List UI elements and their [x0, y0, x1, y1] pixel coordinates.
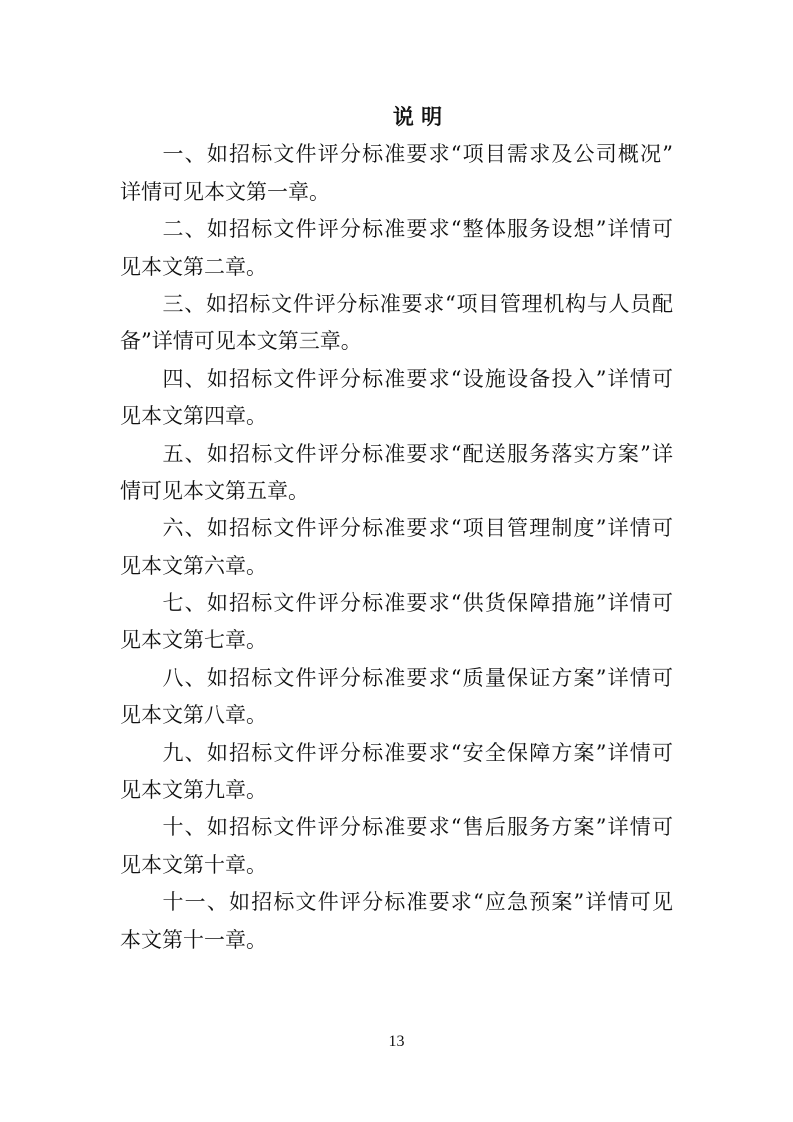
paragraph-line: 十一、如招标文件评分标准要求“应急预案”详情可见	[162, 890, 673, 915]
paragraph-line: 四、如招标文件评分标准要求“设施设备投入”详情可	[162, 366, 673, 391]
paragraph-5	[120, 436, 673, 511]
paragraph-line: 见本文第八章。	[120, 703, 267, 728]
paragraph-line: 六、如招标文件评分标准要求“项目管理制度”详情可	[162, 516, 673, 541]
paragraph-line: 见本文第九章。	[120, 778, 267, 803]
paragraph-line: 见本文第七章。	[120, 628, 267, 653]
paragraph-line: 见本文第六章。	[120, 553, 267, 578]
paragraph-6	[120, 510, 673, 585]
paragraph-8	[120, 660, 673, 735]
paragraph-line: 八、如招标文件评分标准要求“质量保证方案”详情可	[162, 665, 673, 690]
paragraph-3	[120, 286, 673, 361]
paragraph-line: 备”详情可见本文第三章。	[120, 329, 362, 354]
paragraph-line: 本文第十一章。	[120, 927, 267, 952]
paragraph-11	[120, 884, 673, 959]
paragraph-line: 二、如招标文件评分标准要求“整体服务设想”详情可	[162, 217, 673, 242]
paragraph-2	[120, 211, 673, 286]
paragraph-line: 详情可见本文第一章。	[120, 179, 330, 204]
paragraph-line: 见本文第十章。	[120, 852, 267, 877]
paragraph-line: 七、如招标文件评分标准要求“供货保障措施”详情可	[162, 591, 673, 616]
paragraph-10	[120, 809, 673, 884]
page-title: 说 明	[392, 105, 443, 129]
paragraph-line: 十、如招标文件评分标准要求“售后服务方案”详情可	[162, 815, 673, 840]
paragraph-1	[120, 136, 673, 211]
paragraph-line: 五、如招标文件评分标准要求“配送服务落实方案”详	[162, 441, 673, 466]
paragraph-line: 九、如招标文件评分标准要求“安全保障方案”详情可	[162, 740, 673, 765]
page-content	[120, 99, 673, 959]
paragraph-line: 见本文第二章。	[120, 254, 267, 279]
paragraph-4	[120, 361, 673, 436]
paragraph-line: 情可见本文第五章。	[120, 478, 309, 503]
paragraph-9	[120, 735, 673, 810]
paragraph-line: 三、如招标文件评分标准要求“项目管理机构与人员配	[162, 291, 673, 316]
page-number: 13	[388, 1033, 405, 1050]
paragraph-7	[120, 585, 673, 660]
paragraph-line: 一、如招标文件评分标准要求“项目需求及公司概况”	[162, 142, 673, 167]
paragraph-line: 见本文第四章。	[120, 404, 267, 429]
